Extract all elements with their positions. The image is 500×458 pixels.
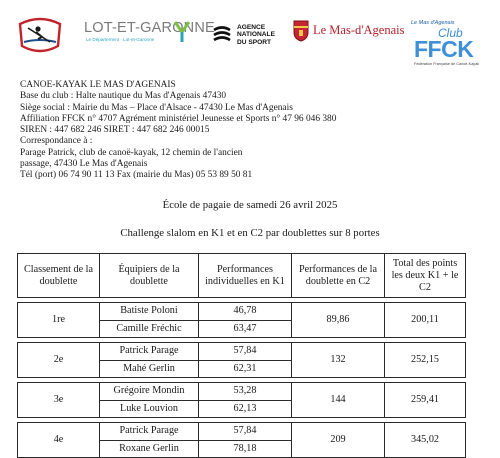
c2-cell: 209 xyxy=(292,423,385,458)
total-cell: 259,41 xyxy=(385,383,466,418)
rank-cell: 2e xyxy=(18,343,100,378)
k1-cell: 63,47 xyxy=(199,320,292,338)
header-k1: Performances individuelles en K1 xyxy=(199,254,292,298)
k1-cell: 57,84 xyxy=(199,343,292,361)
c2-cell: 89,86 xyxy=(292,303,385,338)
club-siren-siret: SIREN : 447 682 246 SIRET : 447 682 246 00015 xyxy=(20,125,210,136)
club-base: Base du club : Halte nautique du Mas d'Agenais 47430 xyxy=(20,91,227,102)
member-name-cell: Patrick Parage xyxy=(100,343,199,361)
mas-agenais-logo-text: Le Mas-d'Agenais xyxy=(313,23,405,37)
club-correspondence-label: Correspondance à : xyxy=(20,136,93,147)
ffck-logo-top: Le Mas d'Agenais xyxy=(411,20,455,26)
club-correspondence-address-1: Parage Patrick, club de canoë-kayak, 12 chemin de l'ancien xyxy=(20,147,243,158)
total-cell: 345,02 xyxy=(385,423,466,458)
header-c2: Performances de la doublette en C2 xyxy=(292,254,385,298)
k1-cell: 57,84 xyxy=(199,423,292,441)
table-row xyxy=(18,343,466,361)
lot-et-garonne-subtitle: Le Département · Lot-et-Garonne xyxy=(86,37,155,42)
rank-cell: 1re xyxy=(18,303,100,338)
member-name-cell: Camille Fréchic xyxy=(100,320,199,338)
club-phone-fax: Tél (port) 06 74 90 11 13 Fax (mairie du Mas) 05 53 89 50 81 xyxy=(20,170,253,181)
k1-cell: 62,13 xyxy=(199,400,292,418)
member-name-cell: Luke Louvion xyxy=(100,400,199,418)
event-title: École de pagaie de samedi 26 avril 2025 xyxy=(162,199,338,211)
club-affiliation: Affiliation FFCK n° 4707 Agrément ministériel Jeunesse et Sports n° 47 96 046 380 xyxy=(20,113,337,124)
ans-wave-icon xyxy=(211,26,233,44)
member-name-cell: Roxane Gerlin xyxy=(100,440,199,458)
ans-logo-text: AGENCE NATIONALE DU SPORT xyxy=(237,24,275,46)
club-name: CANOE-KAYAK LE MAS D'AGENAIS xyxy=(20,80,176,90)
header-members: Équipiers de la doublette xyxy=(100,254,199,298)
c2-cell: 132 xyxy=(292,343,385,378)
kayak-club-logo-icon xyxy=(14,16,66,56)
k1-cell: 62,31 xyxy=(199,360,292,378)
member-name-cell: Batiste Poloni xyxy=(100,303,199,321)
lot-et-garonne-title: LOT-ET-GARONNE xyxy=(84,20,215,36)
member-name-cell: Grégoire Mondin xyxy=(100,383,199,401)
ffck-logo-federation: Fédération Française de Canoë-Kayak xyxy=(414,62,480,66)
c2-cell: 144 xyxy=(292,383,385,418)
club-correspondence-address-2: passage, 47430 Le Mas d'Agenais xyxy=(20,159,148,170)
table-row xyxy=(18,423,466,441)
ffck-logo-club: Club xyxy=(438,26,463,40)
table-header-row xyxy=(18,254,466,298)
member-name-cell: Patrick Parage xyxy=(100,423,199,441)
logo-bar xyxy=(0,0,500,68)
event-subtitle: Challenge slalom en K1 et en C2 par doublettes sur 8 portes xyxy=(120,227,380,239)
total-cell: 200,11 xyxy=(385,303,466,338)
member-name-cell: Mahé Gerlin xyxy=(100,360,199,378)
ffck-logo-main: FFCK xyxy=(414,36,474,62)
rank-cell: 4e xyxy=(18,423,100,458)
header-total: Total des points les deux K1 + le C2 xyxy=(385,254,466,298)
mas-agenais-shield-icon xyxy=(293,20,309,42)
club-head-office: Siège social : Mairie du Mas – Place d'Alsace - 47430 Le Mas d'Agenais xyxy=(20,102,293,113)
club-info-block xyxy=(20,80,336,182)
results-table xyxy=(17,253,466,458)
lot-et-garonne-mark-icon xyxy=(174,21,190,43)
total-cell: 252,15 xyxy=(385,343,466,378)
k1-cell: 46,78 xyxy=(199,303,292,321)
k1-cell: 78,18 xyxy=(199,440,292,458)
table-row xyxy=(18,303,466,321)
table-row xyxy=(18,383,466,401)
rank-cell: 3e xyxy=(18,383,100,418)
header-rank: Classement de la doublette xyxy=(18,254,100,298)
lot-et-garonne-logo xyxy=(84,20,215,48)
k1-cell: 53,28 xyxy=(199,383,292,401)
